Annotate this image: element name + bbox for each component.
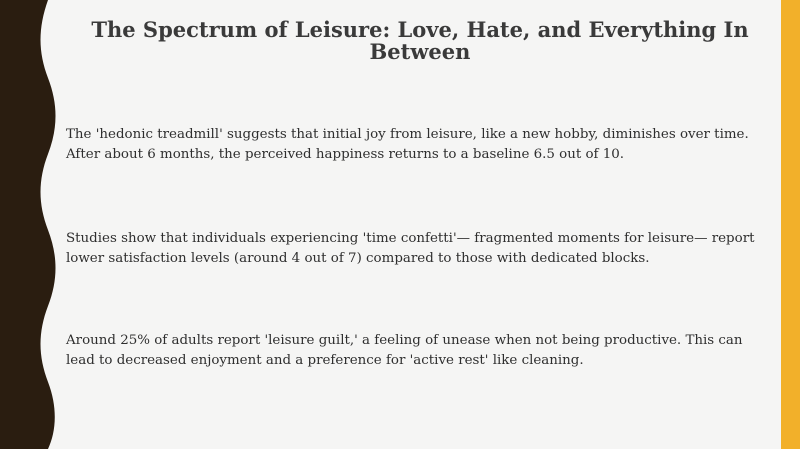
- left-wavy-band: [0, 0, 70, 449]
- slide-title: The Spectrum of Leisure: Love, Hate, and Everything In Between: [91, 17, 749, 64]
- paragraph-time-confetti: Studies show that individuals experiencing 'time confetti'— fragmented moments for leisure— report lower satisfaction levels (around 4 out of 7) compared to those with dedicated blocks.: [66, 231, 755, 266]
- left-wavy-band-shape: [0, 0, 56, 449]
- right-accent-band: [781, 0, 800, 449]
- right-accent-band-fill: [781, 0, 800, 449]
- paragraph-leisure-guilt: Around 25% of adults report 'leisure guilt,' a feeling of unease when not being productive. This can lead to decreased enjoyment and a preference for 'active rest' like cleaning.: [66, 333, 743, 368]
- paragraph-hedonic-treadmill: The 'hedonic treadmill' suggests that initial joy from leisure, like a new hobby, diminishes over time. After about 6 months, the perceived happiness returns to a baseline 6.5 out of 10.: [66, 127, 749, 162]
